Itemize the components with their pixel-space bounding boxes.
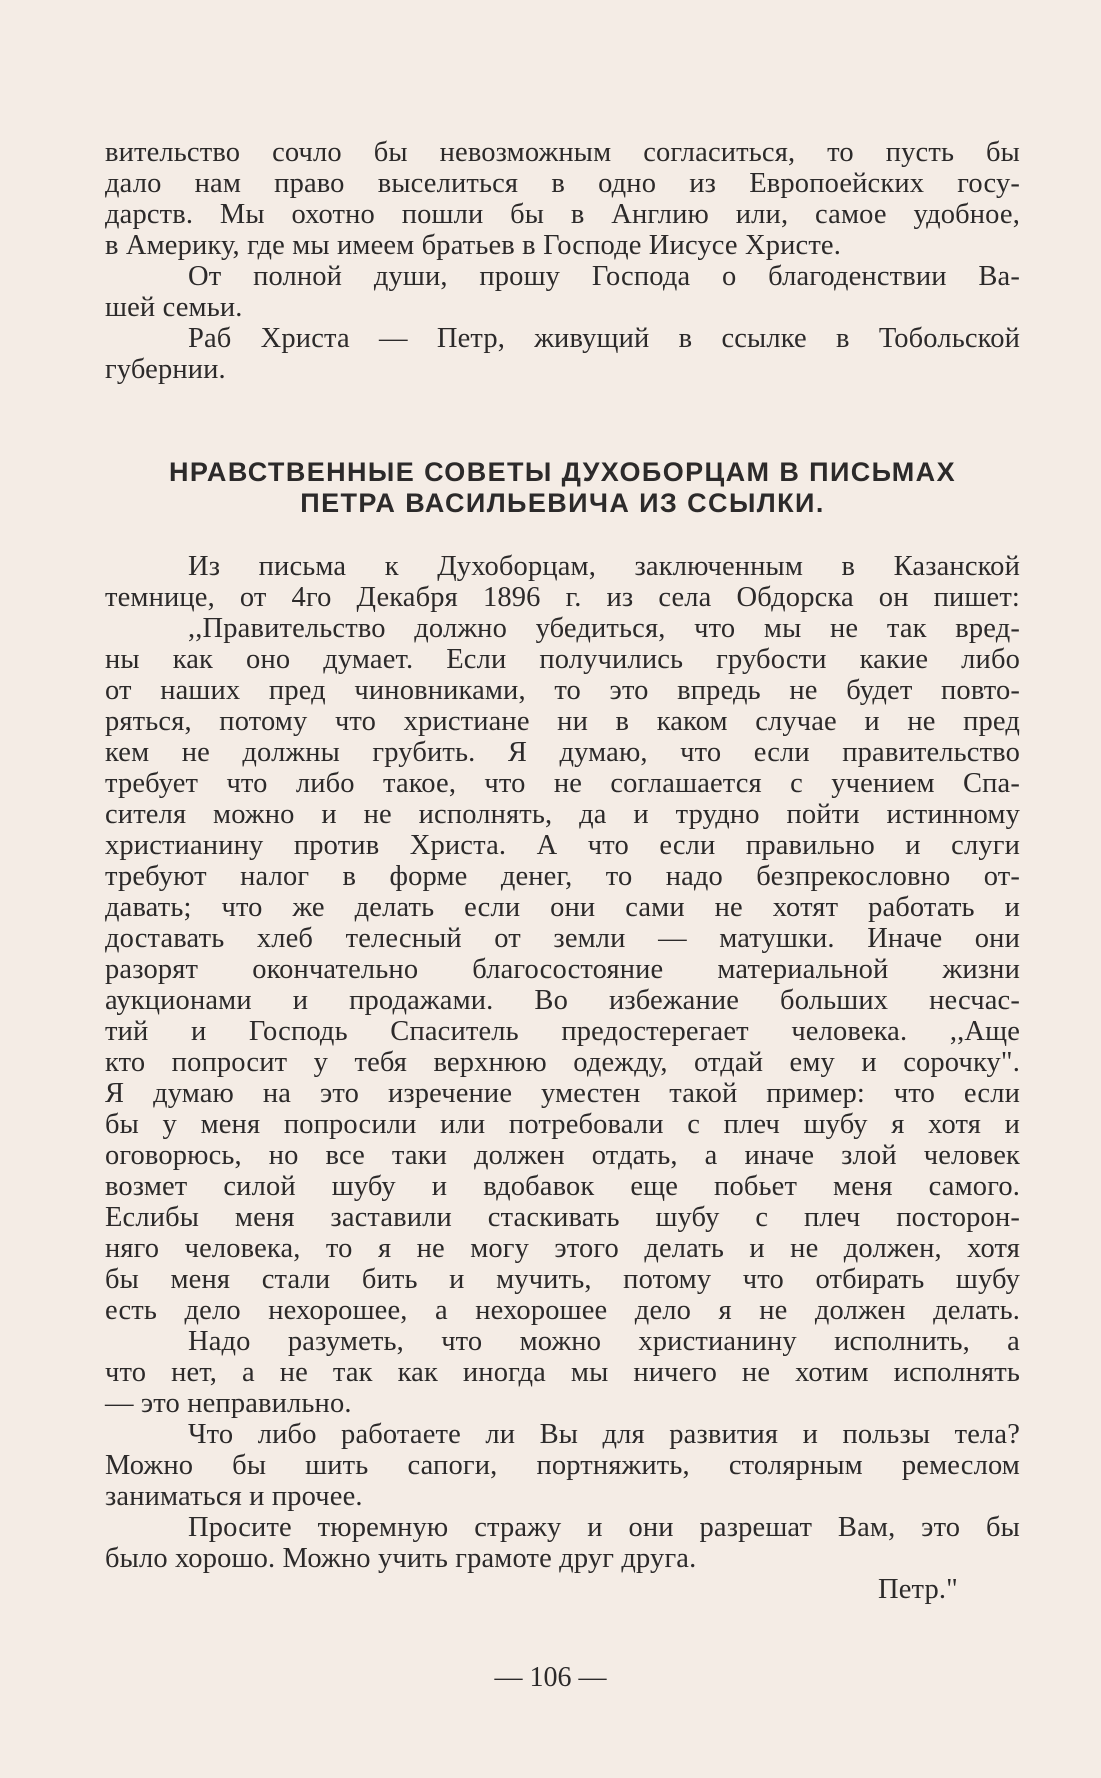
text-line: Просите тюремную стражу и они разрешат Вам, это бы [188,1512,1020,1543]
text-line: бы меня стали бить и мучить, потому что отбирать шубу [105,1264,1020,1295]
text-line: кто попросит у тебя верхнюю одежду, отдай ему и сорочку". [105,1047,1020,1078]
paragraph-guards [105,1512,1020,1574]
text-line: Надо разуметь, что можно христианину исполнить, а [188,1326,1020,1357]
text-line: Еслибы меня заставили стаскивать шубу с плеч посторон- [105,1202,1020,1233]
text-line: дало нам право выселиться в одно из Европоейских госу- [105,168,1020,199]
text-line: от наших пред чиновниками, то это впредь не будет повто- [105,675,1020,706]
text-line: кем не должны грубить. Я думаю, что если правительство [105,737,1020,768]
text-line: няго человека, то я не могу этого делать и не должен, хотя [105,1233,1020,1264]
section-heading [105,457,1020,519]
section-heading-line: НРАВСТВЕННЫЕ СОВЕТЫ ДУХОБОРЦАМ В ПИСЬМАХ [169,457,956,487]
letter-signature: Петр." [878,1574,958,1605]
paragraph-work [105,1419,1020,1512]
text-line: Можно бы шить сапоги, портняжить, столярным ремеслом [105,1450,1020,1481]
text-line: ны как оно думает. Если получились грубости какие либо [105,644,1020,675]
text-line: тий и Господь Спаситель предостерегает человека. ,,Аще [105,1016,1020,1047]
text-line: вительство сочло бы невозможным согласиться, то пусть бы [105,137,1020,168]
text-line: оговорюсь, но все таки должен отдать, а иначе злой человек [105,1140,1020,1171]
text-line: — это неправильно. [105,1388,352,1419]
text-line: что нет, а не так как иногда мы ничего не хотим исполнять [105,1357,1020,1388]
text-line: шей семьи. [105,292,243,323]
text-line: Раб Христа — Петр, живущий в ссылке в Тобольской [188,323,1020,354]
section-heading-line: ПЕТРА ВАСИЛЬЕВИЧА ИЗ ССЫЛКИ. [300,488,825,518]
paragraph-closing [105,323,1020,385]
paragraph-letter-quote [105,613,1020,1326]
text-line: давать; что же делать если они сами не хотят работать и [105,892,1020,923]
text-line: возмет силой шубу и вдобавок еще побьет меня самого. [105,1171,1020,1202]
text-line: От полной души, прошу Господа о благоденствии Ва- [188,261,1020,292]
text-line: доставать хлеб телесный от земли — матушки. Иначе они [105,923,1020,954]
paragraph-greeting [105,261,1020,323]
text-line: заниматься и прочее. [105,1481,363,1512]
text-line: есть дело нехорошее, а нехорошее дело я не должен делать. [105,1295,1020,1326]
paragraph-intro [105,551,1020,613]
paragraph-understanding [105,1326,1020,1419]
text-line: ряться, потому что христиане ни в каком случае и не пред [105,706,1020,737]
text-line: аукционами и продажами. Во избежание больших несчас- [105,985,1020,1016]
page-number: — 106 — [494,1662,607,1693]
text-line: Я думаю на это изречение уместен такой пример: что если [105,1078,1020,1109]
text-line: было хорошо. Можно учить грамоте друг друга. [105,1543,697,1574]
page-text [105,137,1020,1605]
text-line: требует что либо такое, что не соглашается с учением Спа- [105,768,1020,799]
text-line: сителя можно и не исполнять, да и трудно пойти истинному [105,799,1020,830]
text-line: темнице, от 4го Декабря 1896 г. из села Обдорска он пишет: [105,582,1020,613]
text-line: в Америку, где мы имеем братьев в Господе Иисусе Христе. [105,230,841,261]
text-line: Из письма к Духоборцам, заключенным в Казанской [188,551,1020,582]
text-line: требуют налог в форме денег, то надо безпрекословно от- [105,861,1020,892]
text-line: ,,Правительство должно убедиться, что мы не так вред- [188,613,1020,644]
text-line: разорят окончательно благосостояние материальной жизни [105,954,1020,985]
text-line: бы у меня попросили или потребовали с плеч шубу я хотя и [105,1109,1020,1140]
paragraph-continuation [105,137,1020,261]
text-line: дарств. Мы охотно пошли бы в Англию или, самое удобное, [105,199,1020,230]
text-line: Что либо работаете ли Вы для развития и пользы тела? [188,1419,1020,1450]
text-line: губернии. [105,354,226,385]
text-line: христианину против Христа. А что если правильно и слуги [105,830,1020,861]
